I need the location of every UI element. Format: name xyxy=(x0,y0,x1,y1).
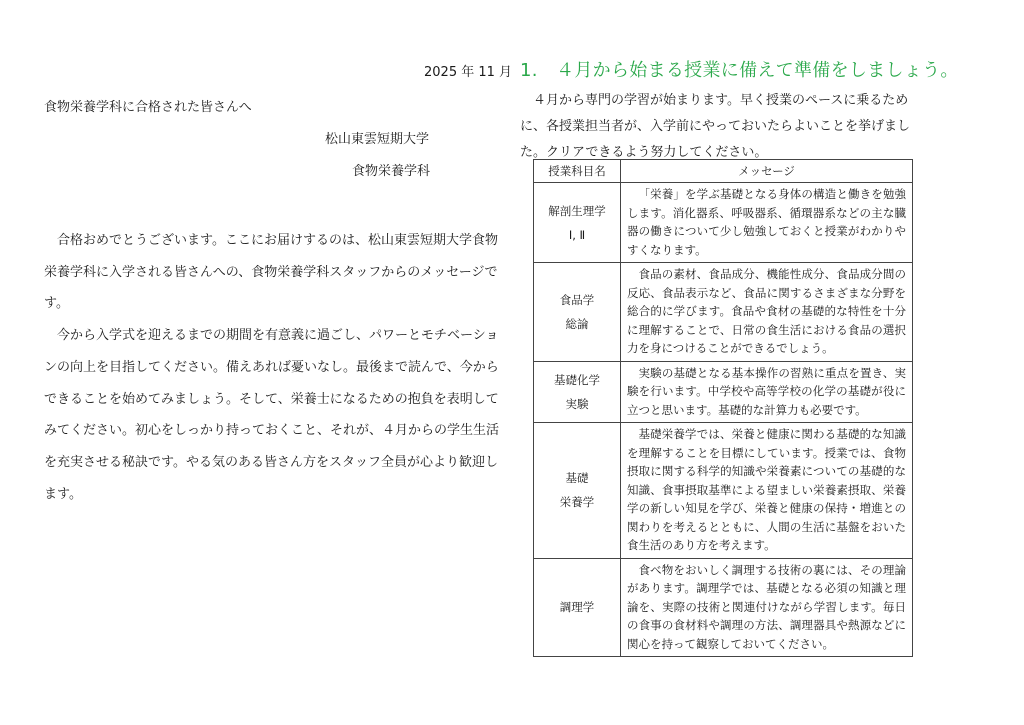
table-row xyxy=(534,558,913,657)
table-row xyxy=(534,263,913,362)
subject-cell: 調理学 xyxy=(534,558,621,657)
letter-paragraph: 今から入学式を迎えるまでの期間を有意義に過ごし、パワーとモチベーションの向上を目指してください。備えあれば憂いなし。最後まで読んで、今からできることを始めてみましょう。そして、栄養士になるための抱負を表明してみてください。初心をしっかり持っておくこと、それが、４月からの学生生活を充実させる秘訣です。やる気のある皆さん方をスタッフ全員が心より歓迎します。 xyxy=(44,328,500,502)
subject-cell: 基礎化学 実験 xyxy=(534,361,621,423)
message-cell: 実験の基礎となる基本操作の習熟に重点を置き、実験を行います。中学校や高等学校の化学の基礎が役に立つと思います。基礎的な計算力も必要です。 xyxy=(621,361,913,423)
section-intro: ４月から専門の学習が始まります。早く授業のペースに乗るために、各授業担当者が、入学前にやっておいたらよいことを挙げました。クリアできるよう努力してください。 xyxy=(520,93,911,160)
table-row xyxy=(534,361,913,423)
letter-paragraph: 合格おめでとうございます。ここにお届けするのは、松山東雲短期大学食物栄養学科に入学される皆さんへの、食物栄養学科スタッフからのメッセージです。 xyxy=(44,233,498,312)
message-cell: 基礎栄養学では、栄養と健康に関わる基礎的な知識を理解することを目標にしています。授業では、食物摂取に関する科学的知識や栄養素についての基礎的な知識、食事摂取基準による望ましい栄養素摂取、栄養学の新しい知見を学び、栄養と健康の保持・増進との関わりを考えるとともに、人間の生活に基盤をおいた食生活のあり方を考えます。 xyxy=(621,423,913,559)
letter-body xyxy=(44,225,500,510)
table-header-row xyxy=(534,160,913,183)
table-row xyxy=(534,183,913,263)
header-message: メッセージ xyxy=(621,160,913,183)
letter-date: 2025 年 11 月 xyxy=(424,65,513,80)
table-row xyxy=(534,423,913,559)
message-cell: 食品の素材、食品成分、機能性成分、食品成分間の反応、食品表示など、食品に関するさまざまな分野を総合的に学びます。食品や食材の基礎的な特性を十分に理解することで、日常の食生活における食品の選択力を身につけることができるでしょう。 xyxy=(621,263,913,362)
message-cell: 食べ物をおいしく調理する技術の裏には、その理論があります。調理学では、基礎となる必須の知識と理論を、実際の技術と関連付けながら学習します。毎日の食事の食材料や調理の方法、調理器具や熱源などに関心を持って観察しておいてください。 xyxy=(621,558,913,657)
header-subject: 授業科目名 xyxy=(534,160,621,183)
sender-department: 食物栄養学科 xyxy=(352,164,431,179)
subject-cell: 基礎 栄養学 xyxy=(534,423,621,559)
subject-cell: 解剖生理学 Ⅰ, Ⅱ xyxy=(534,183,621,263)
subject-cell: 食品学 総論 xyxy=(534,263,621,362)
section-title: 1. ４月から始まる授業に備えて準備をしましょう。 xyxy=(520,60,959,81)
addressee: 食物栄養学科に合格された皆さんへ xyxy=(44,100,252,115)
sender-organization: 松山東雲短期大学 xyxy=(325,132,430,147)
course-table xyxy=(533,159,913,657)
message-cell: 「栄養」を学ぶ基礎となる身体の構造と働きを勉強します。消化器系、呼吸器系、循環器系などの主な臓器の働きについて少し勉強しておくと授業がわかりやすくなります。 xyxy=(621,183,913,263)
